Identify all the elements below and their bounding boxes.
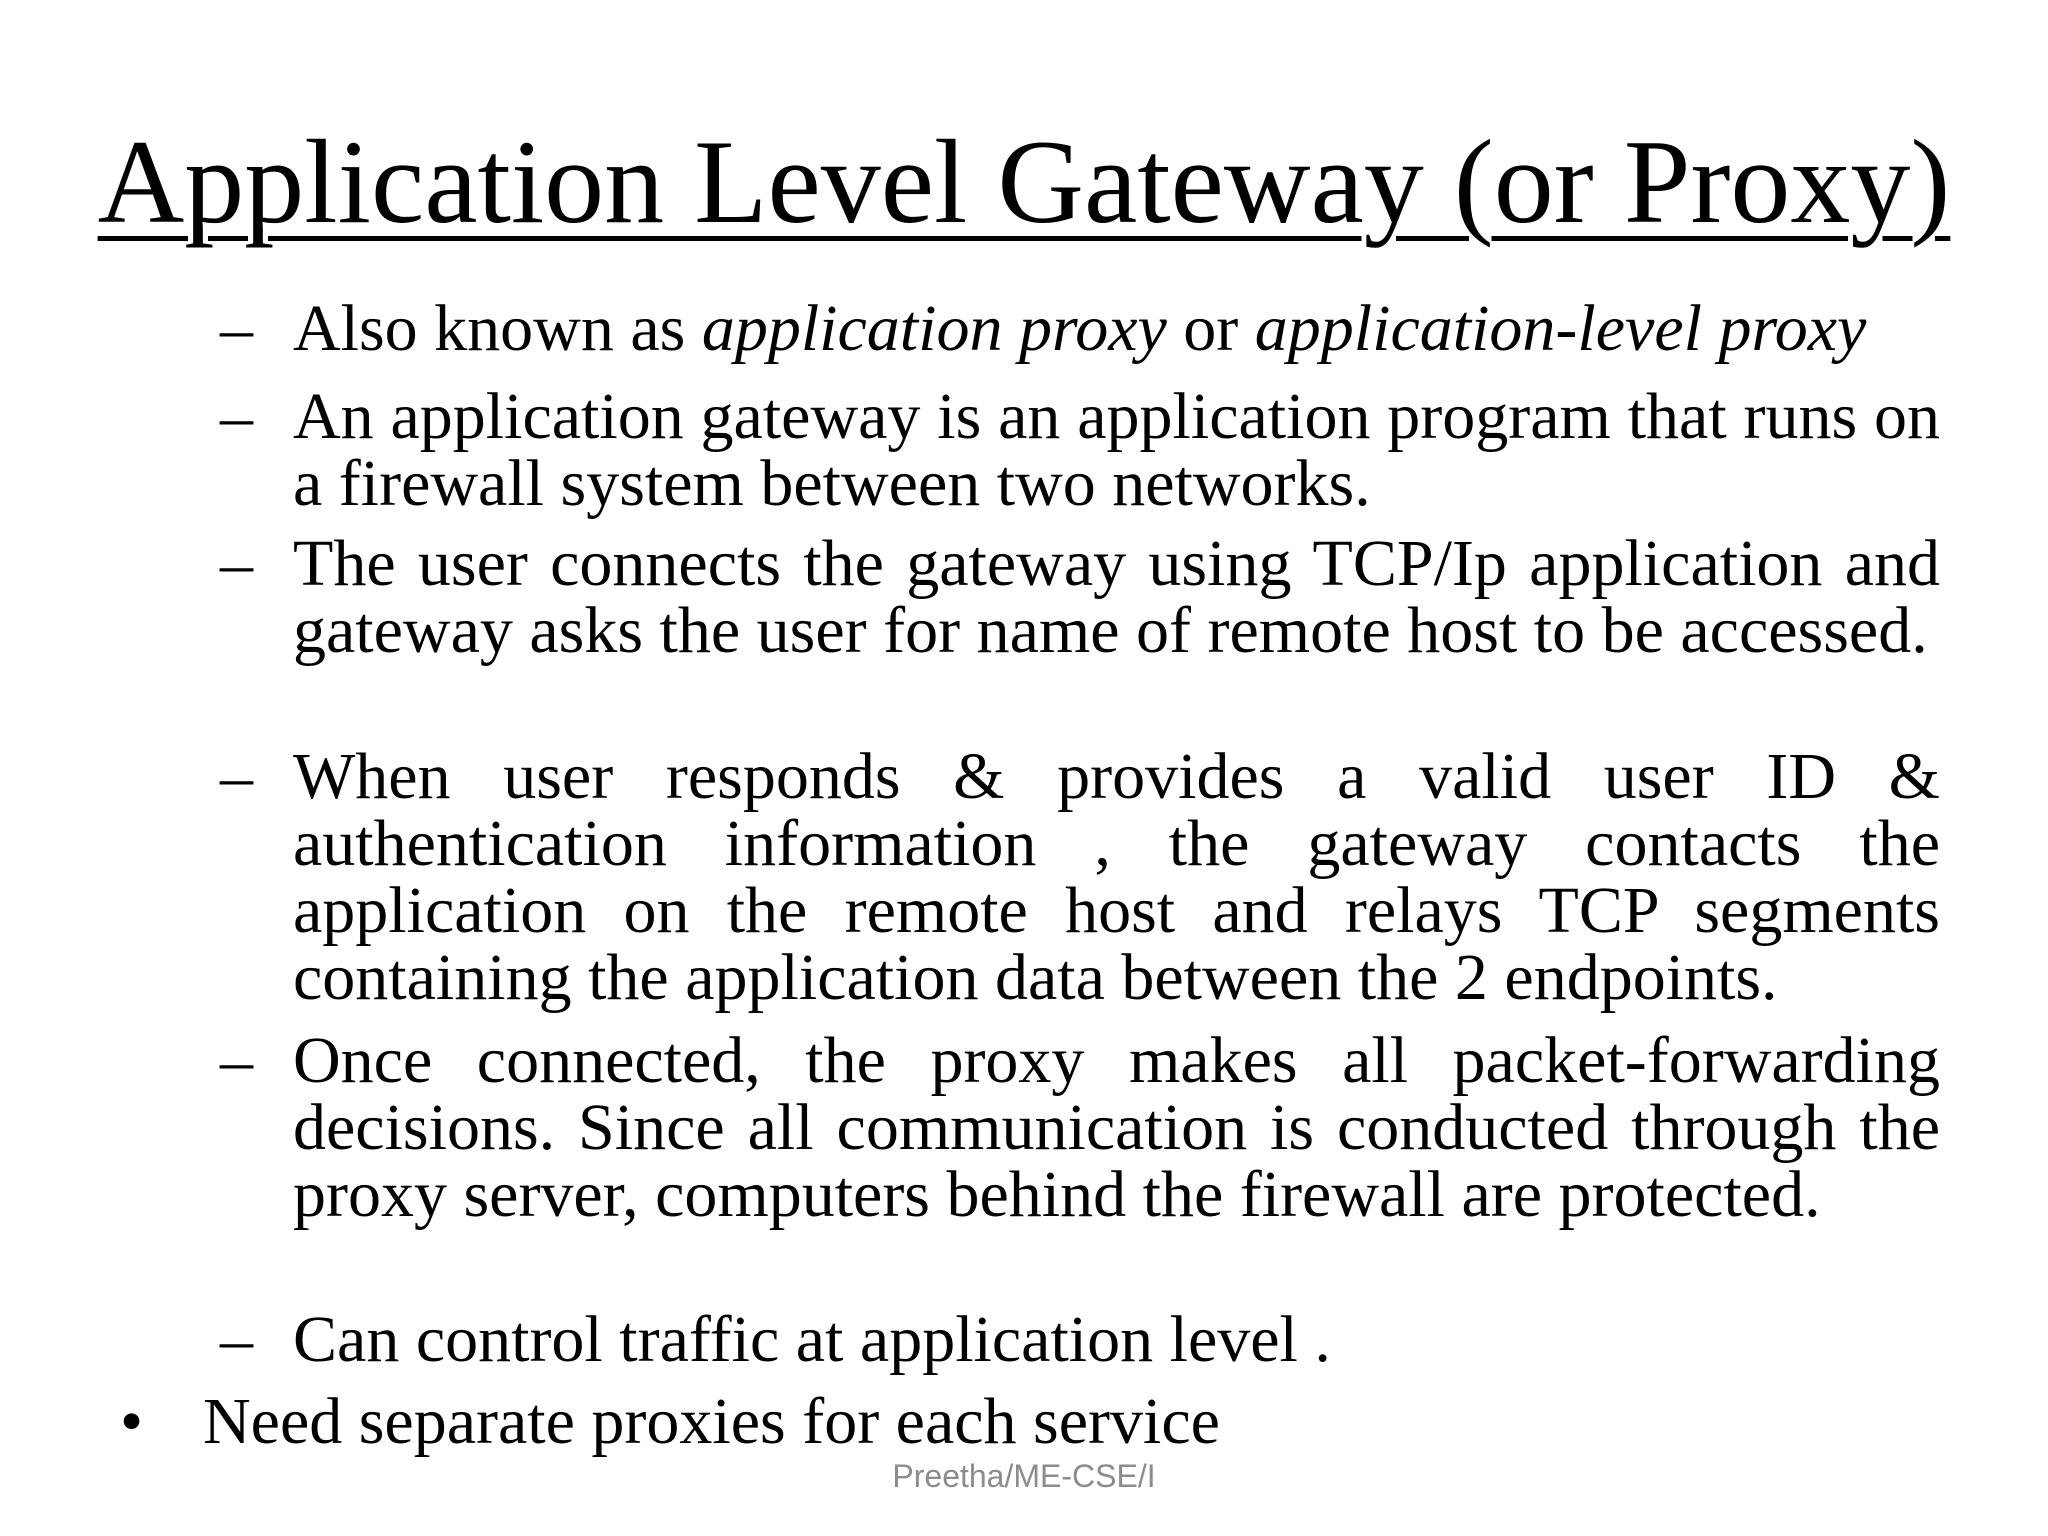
sub-item-1: [220, 292, 1940, 365]
italic-term-application-level-proxy: application-level proxy: [1254, 292, 1867, 365]
dash-marker: –: [220, 527, 253, 600]
sub-item-5: [220, 1024, 1940, 1231]
sub-item-text: When user responds & provides a valid user ID & authentication information , the gateway contacts the application on the remote host and relays TCP segments containing the application data between the 2 endpoints.: [293, 740, 1940, 1014]
sub-item-2: [220, 380, 1940, 520]
sub-item-4: [220, 740, 1940, 1014]
bullet-item: [120, 1385, 1920, 1458]
sub-item-text: The user connects the gateway using TCP/Ip application and gateway asks the user for name of remote host to be accessed.: [293, 527, 1940, 667]
bullet-text: Need separate proxies for each service: [203, 1385, 1220, 1458]
sub-item-text: [293, 292, 1940, 365]
dash-marker: –: [220, 1024, 253, 1097]
text-or: or: [1166, 292, 1255, 365]
slide-title: Application Level Gateway (or Proxy): [97, 115, 1951, 248]
text-prefix: Also known as: [293, 292, 702, 365]
italic-term-application-proxy: application proxy: [701, 292, 1167, 365]
sub-item-text: Can control traffic at application level .: [293, 1303, 1331, 1376]
slide-footer: Preetha/ME-CSE/I: [892, 1458, 1156, 1494]
sub-item-3: [220, 527, 1940, 667]
dash-marker: –: [220, 380, 253, 453]
dash-marker: –: [220, 740, 253, 813]
dash-marker: –: [220, 292, 253, 365]
sub-item-text: An application gateway is an application program that runs on a firewall system between two networks.: [293, 380, 1940, 520]
sub-item-text: Once connected, the proxy makes all packet-forwarding decisions. Since all communication is conducted through the proxy server, computers behind the firewall are protected.: [293, 1024, 1940, 1231]
sub-item-6: [220, 1303, 1940, 1376]
dash-marker: –: [220, 1303, 253, 1376]
bullet-marker: •: [120, 1385, 144, 1458]
